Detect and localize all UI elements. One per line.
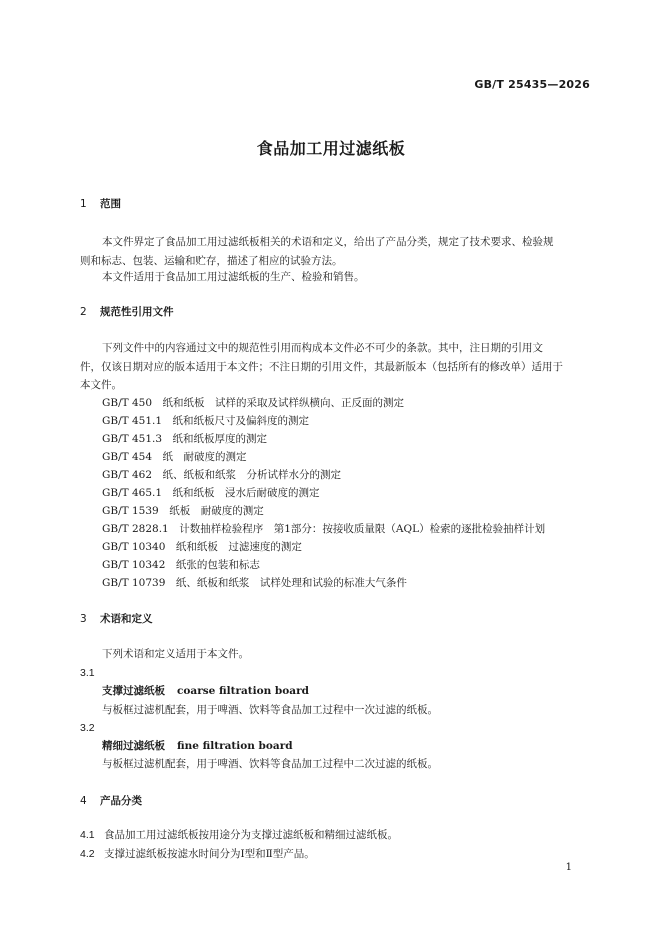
- normative-intro-line: 本文件。: [80, 379, 122, 391]
- reference-item: GB/T 454 纸 耐破度的测定: [102, 451, 247, 463]
- clause-number: 4.1: [80, 829, 95, 841]
- reference-item: GB/T 2828.1 计数抽样检验程序 第1部分：按接收质量限（AQL）检索的逐批检验抽样计划: [102, 523, 546, 535]
- term-name-cn: 精细过滤纸板: [102, 740, 165, 752]
- reference-item: GB/T 10739 纸、纸板和纸浆 试样处理和试验的标准大气条件: [102, 577, 407, 589]
- term-number: 3.2: [80, 722, 95, 734]
- clause-4-2: [80, 847, 315, 861]
- reference-item: GB/T 451.3 纸和纸板厚度的测定: [102, 433, 268, 445]
- term-name-en: coarse filtration board: [177, 685, 309, 697]
- reference-item: GB/T 462 纸、纸板和纸浆 分析试样水分的测定: [102, 469, 342, 481]
- section-heading-normative: [80, 305, 174, 319]
- reference-item: GB/T 10340 纸和纸板 过滤速度的测定: [102, 541, 302, 553]
- section-number: 2: [80, 306, 87, 318]
- scope-paragraph-line: 本文件界定了食品加工用过滤纸板相关的术语和定义，给出了产品分类，规定了技术要求、检验规: [102, 236, 554, 248]
- reference-item: GB/T 465.1 纸和纸板 浸水后耐破度的测定: [102, 487, 320, 499]
- normative-intro-line: 件，仅该日期对应的版本适用于本文件；不注日期的引用文件，其最新版本（包括所有的修改单）适用于: [80, 361, 563, 373]
- term-name-cn: 支撑过滤纸板: [102, 685, 165, 697]
- reference-item: GB/T 451.1 纸和纸板尺寸及偏斜度的测定: [102, 415, 310, 427]
- clause-4-1: [80, 828, 398, 842]
- scope-paragraph: 本文件适用于食品加工用过滤纸板的生产、检验和销售。: [102, 271, 365, 283]
- term-name: [102, 684, 309, 698]
- reference-item: GB/T 450 纸和纸板 试样的采取及试样纵横向、正反面的测定: [102, 397, 405, 409]
- section-title: 产品分类: [100, 795, 142, 807]
- clause-number: 4.2: [80, 848, 95, 860]
- term-definition: 与板框过滤机配套，用于啤酒、饮料等食品加工过程中二次过滤的纸板。: [102, 758, 438, 770]
- clause-text: 食品加工用过滤纸板按用途分为支撑过滤纸板和精细过滤纸板。: [104, 829, 398, 841]
- section-title: 范围: [100, 198, 121, 210]
- term-name: [102, 739, 293, 753]
- section-title: 术语和定义: [100, 613, 153, 625]
- terms-intro: 下列术语和定义适用于本文件。: [102, 648, 249, 660]
- scope-paragraph-line: 则和标志、包装、运输和贮存，描述了相应的试验方法。: [80, 255, 343, 267]
- section-number: 3: [80, 613, 87, 625]
- page-number: 1: [565, 862, 572, 873]
- document-title: 食品加工用过滤纸板: [256, 139, 406, 158]
- term-name-en: fine filtration board: [177, 740, 293, 752]
- section-heading-terms: [80, 612, 153, 626]
- term-definition: 与板框过滤机配套，用于啤酒、饮料等食品加工过程中一次过滤的纸板。: [102, 704, 438, 716]
- section-number: 1: [80, 198, 87, 210]
- section-number: 4: [80, 795, 87, 807]
- section-title: 规范性引用文件: [100, 306, 174, 318]
- term-number: 3.1: [80, 667, 95, 679]
- section-heading-scope: [80, 197, 121, 211]
- standard-number: GB/T 25435—2026: [474, 78, 590, 91]
- clause-text: 支撑过滤纸板按滤水时间分为Ⅰ型和Ⅱ型产品。: [104, 848, 315, 860]
- reference-item: GB/T 10342 纸张的包装和标志: [102, 559, 260, 571]
- section-heading-classification: [80, 794, 142, 808]
- normative-intro-line: 下列文件中的内容通过文中的规范性引用而构成本文件必不可少的条款。其中，注日期的引用文: [102, 342, 543, 354]
- reference-item: GB/T 1539 纸板 耐破度的测定: [102, 505, 264, 517]
